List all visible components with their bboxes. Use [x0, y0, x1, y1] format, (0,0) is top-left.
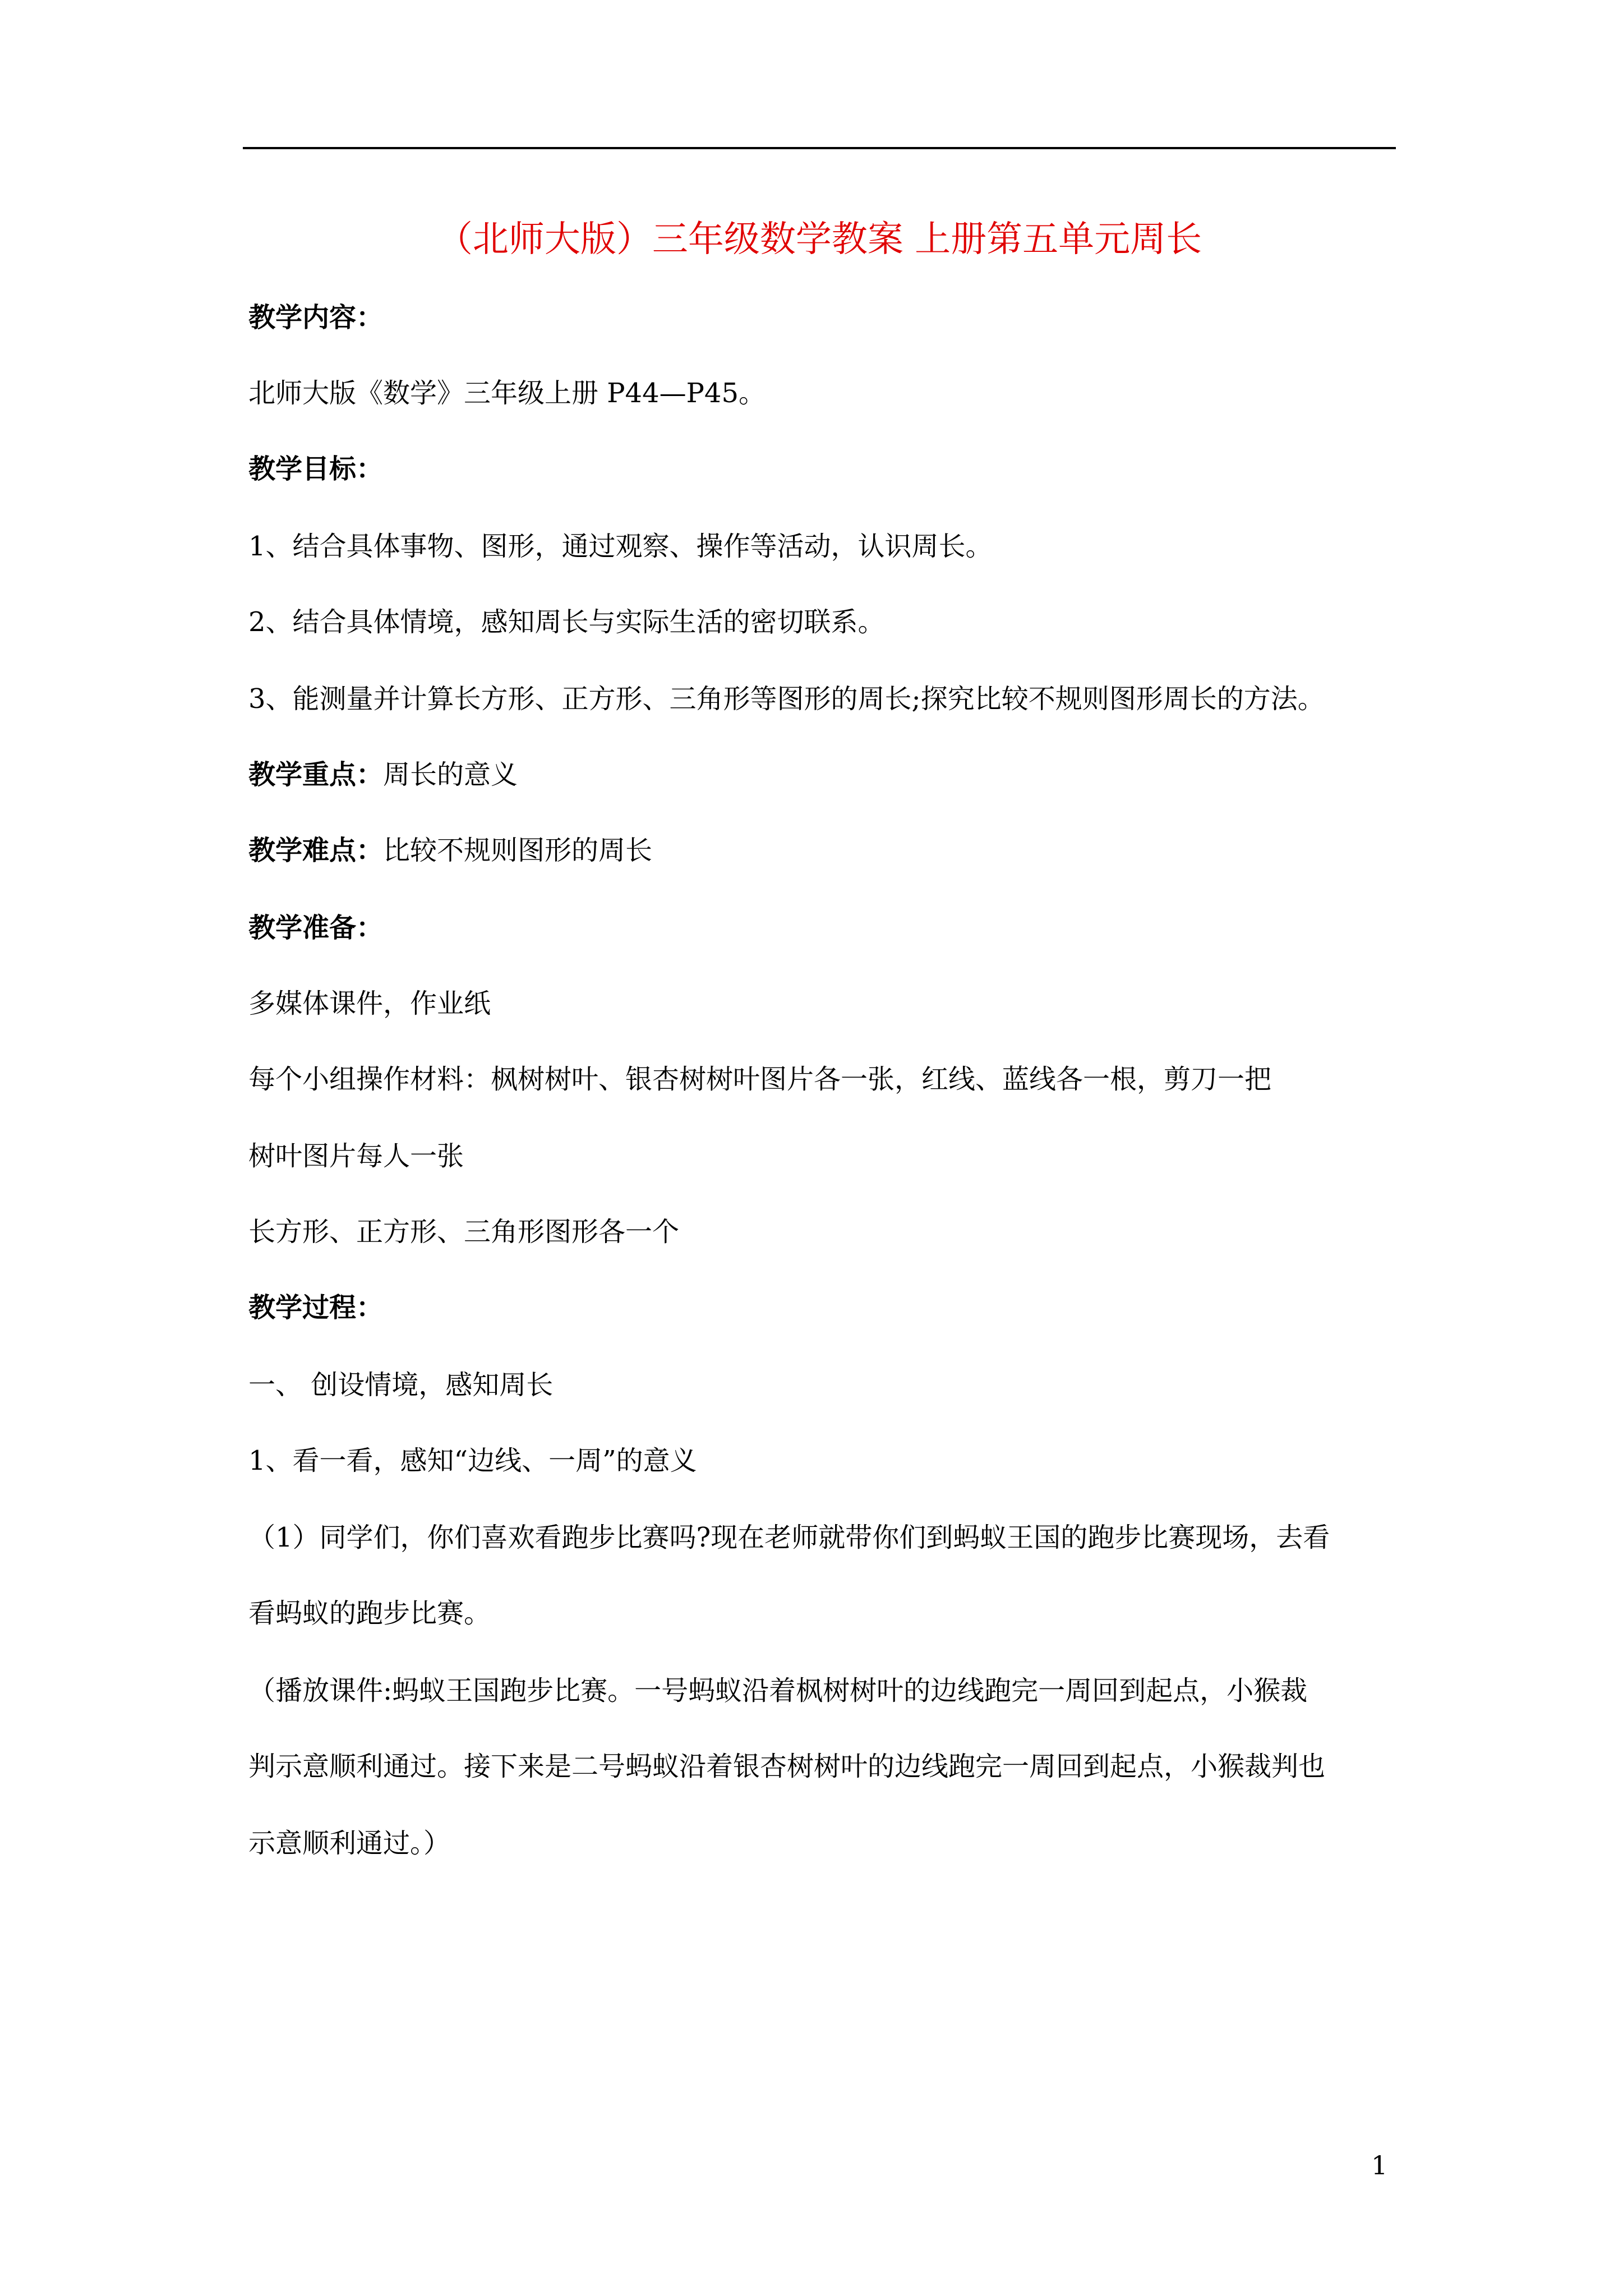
- process-heading: 教学过程：: [248, 1292, 384, 1323]
- preparation-heading: 教学准备：: [248, 912, 384, 944]
- page-number: 1: [1371, 2150, 1388, 2180]
- objective-item: 1、结合具体事物、图形，通过观察、操作等活动，认识周长。: [248, 531, 993, 562]
- key-point: [248, 756, 518, 794]
- objective-item: 3、能测量并计算长方形、正方形、三角形等图形的周长;探究比较不规则图形周长的方法。: [248, 683, 1325, 715]
- difficulty-text: 比较不规则图形的周长: [383, 835, 653, 866]
- key-point-text: 周长的意义: [383, 759, 518, 790]
- paragraph-line: （播放课件:蚂蚁王国跑步比赛。一号蚂蚁沿着枫树树叶的边线跑完一周回到起点，小猴裁: [248, 1675, 1308, 1706]
- content-text: 北师大版《数学》三年级上册 P44—P45。: [248, 378, 766, 409]
- paragraph-line: （1）同学们，你们喜欢看跑步比赛吗?现在老师就带你们到蚂蚁王国的跑步比赛现场，去看: [248, 1522, 1330, 1553]
- key-point-label: 教学重点：: [248, 759, 384, 790]
- objectives-heading: 教学目标：: [248, 453, 384, 485]
- preparation-item: 多媒体课件，作业纸: [248, 988, 491, 1019]
- difficulty: [248, 831, 652, 869]
- process-section-title: 一、 创设情境，感知周长: [248, 1369, 554, 1401]
- difficulty-label: 教学难点：: [248, 835, 384, 866]
- paragraph-line: 判示意顺利通过。接下来是二号蚂蚁沿着银杏树树叶的边线跑完一周回到起点，小猴裁判也: [248, 1751, 1326, 1782]
- paragraph-line: 看蚂蚁的跑步比赛。: [248, 1598, 491, 1629]
- document-title: （北师大版）三年级数学教案 上册第五单元周长: [436, 219, 1202, 260]
- header-rule: [243, 147, 1396, 149]
- preparation-item: 每个小组操作材料：枫树树叶、银杏树树叶图片各一张，红线、蓝线各一根，剪刀一把: [248, 1064, 1272, 1095]
- process-step-title: 1、看一看，感知“边线、一周”的意义: [248, 1445, 697, 1476]
- content-heading: 教学内容：: [248, 302, 384, 333]
- preparation-item: 树叶图片每人一张: [248, 1140, 464, 1172]
- objective-item: 2、结合具体情境，感知周长与实际生活的密切联系。: [248, 606, 885, 638]
- paragraph-line: 示意顺利通过。）: [248, 1828, 451, 1859]
- preparation-item: 长方形、正方形、三角形图形各一个: [248, 1216, 680, 1248]
